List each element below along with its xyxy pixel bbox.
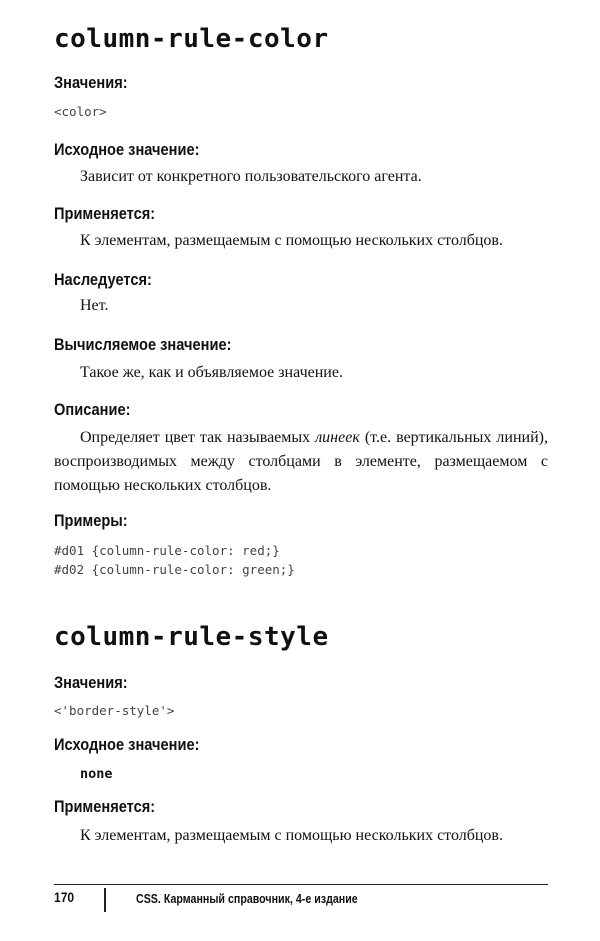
applies-value: К элементам, размещаемым с помощью нескольких столбцов. (80, 827, 503, 844)
inherited-label: Наследуется: (54, 270, 152, 289)
initial-label: Исходное значение: (54, 735, 200, 754)
computed-label: Вычисляемое значение: (54, 335, 232, 354)
page-number: 170 (54, 889, 75, 905)
property-title: column-rule-style (54, 622, 329, 652)
values-label: Значения: (54, 673, 128, 692)
book-title: CSS. Карманный справочник, 4-е издание (136, 891, 358, 906)
initial-label: Исходное значение: (54, 140, 200, 159)
applies-label: Применяется: (54, 797, 156, 816)
description-text: Определяет цвет так называемых линеек (т.е. вертикальных линий), воспроизводимых между столбцами в элементе, размещаемом с помощью нескольких столбцов. (54, 429, 548, 494)
applies-value: К элементам, размещаемым с помощью нескольких столбцов. (80, 232, 503, 249)
initial-value: none (80, 766, 113, 782)
values-value: <color> (54, 104, 107, 119)
example-line: #d01 {column-rule-color: red;} (54, 543, 280, 558)
description-label: Описание: (54, 400, 131, 419)
footer-rule (54, 884, 548, 885)
property-title: column-rule-color (54, 24, 329, 54)
computed-value: Такое же, как и объявляемое значение. (80, 364, 343, 381)
inherited-value: Нет. (80, 297, 109, 314)
initial-value: Зависит от конкретного пользовательского агента. (80, 168, 422, 185)
values-value: <'border-style'> (54, 703, 175, 718)
examples-label: Примеры: (54, 511, 128, 530)
footer-separator (104, 888, 106, 912)
example-line: #d02 {column-rule-color: green;} (54, 562, 295, 577)
values-label: Значения: (54, 73, 128, 92)
applies-label: Применяется: (54, 204, 156, 223)
term-italic: линеек (315, 429, 360, 446)
